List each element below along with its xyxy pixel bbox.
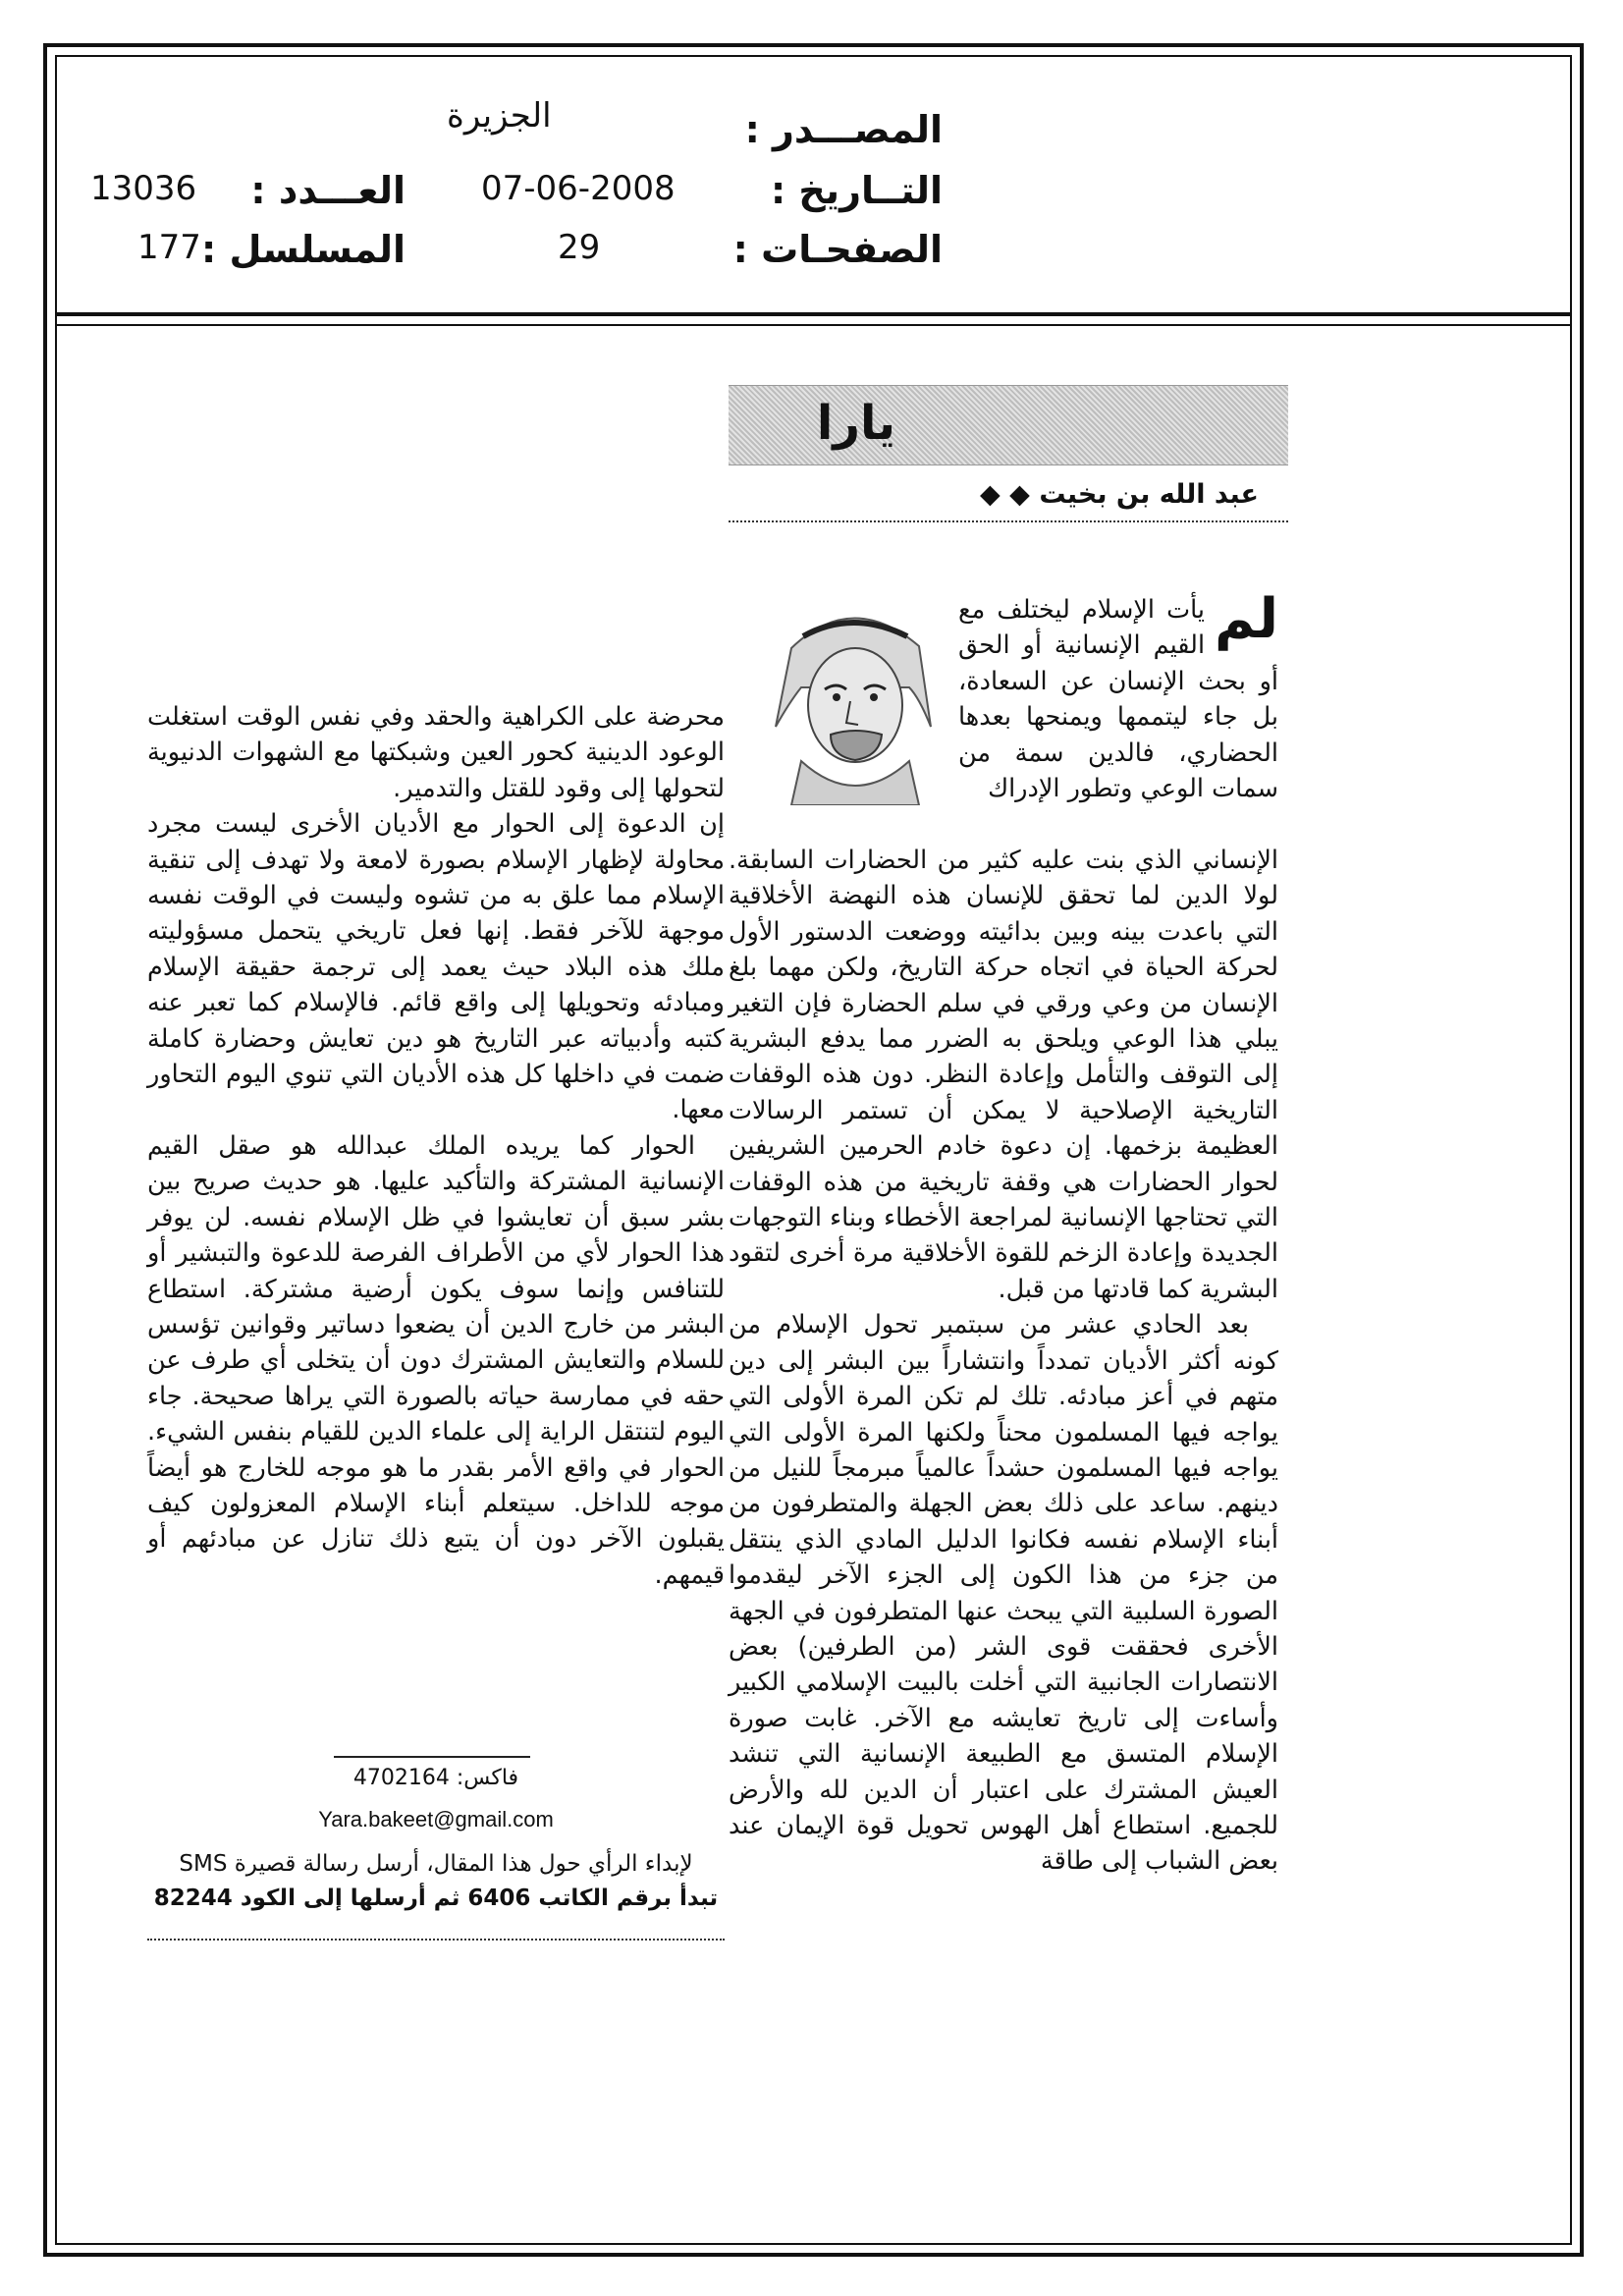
issue-value: 13036 bbox=[90, 169, 197, 208]
paragraph: محرضة على الكراهية والحقد وفي نفس الوقت استغلت الوعود الدينية كحور العين وشبكتها مع الشهوات الدنيوية لتحولها إلى وقود للقتل والتدمير. bbox=[147, 702, 725, 803]
header-divider bbox=[55, 312, 1572, 316]
source-value: الجزيرة bbox=[447, 96, 552, 136]
article-right-column bbox=[729, 843, 1278, 1880]
pages-value: 29 bbox=[558, 228, 601, 267]
email-address[interactable]: Yara.bakeet@gmail.com bbox=[318, 1807, 554, 1831]
author-byline: عبد الله بن بخيت ◆ ◆ bbox=[979, 479, 1259, 510]
paragraph: إن الدعوة إلى الحوار مع الأديان الأخرى ليست مجرد محاولة لإظهار الإسلام بصورة لامعة ولا تهدف إلى تنقية الإسلام مما علق به من تشوه وليست في الوقت نفسه موجهة للآخر فقط. إنها فعل تاريخي يتحمل مسؤوليته ملك هذه البلاد حيث يعمد إلى ترجمة حقيقة الإسلام ومبادئه وتحويلها إلى واقع قائم. فالإسلام كما تعبر عنه كتبه وأدبياته عبر التاريخ هو دين تعايش وحضارة كاملة ضمت في داخلها كل هذه الأديان التي تنوي اليوم التحاور معها. bbox=[147, 809, 725, 1125]
serial-label: المسلسل : bbox=[201, 228, 406, 271]
paragraph: الحوار كما يريده الملك عبدالله هو صقل القيم الإنسانية المشتركة والتأكيد عليها. هو حديث صريح بين بشر سبق أن تعايشوا في ظل الإسلام نفسه. لن يوفر هذا الحوار لأي من الأطراف الفرصة للدعوة والتبشير أو للتنافس وإنما سوف يكون أرضية مشتركة. استطاع البشر من خارج الدين أن يضعوا دساتير وقوانين تؤسس للسلام والتعايش المشترك دون أن يتخلى أي طرف عن حقه في ممارسة حياته بالصورة التي يراها صحيحة. جاء اليوم لتنتقل الراية إلى علماء الدين للقيام بنفس الشيء. الحوار في واقع الأمر بقدر ما هو موجه للخارج هو أيضاً موجه للداخل. سيتعلم أبناء الإسلام المعزولون كيف يقبلون الآخر دون أن يتبع ذلك تنازل عن مبادئهم أو قيمهم. bbox=[147, 1130, 725, 1590]
intro-text: يأت الإسلام ليختلف مع القيم الإنسانية أو الحق أو بحث الإنسان عن السعادة، بل جاء ليتممها ويمنحها بعدها الحضاري، فالدين سمة من سمات الوعي وتطور الإدراك bbox=[958, 595, 1278, 804]
sms-instructions: لإبداء الرأي حول هذا المقال، أرسل رسالة قصيرة SMS bbox=[179, 1851, 693, 1877]
author-portrait-icon bbox=[762, 579, 944, 805]
source-label: المصـــدر : bbox=[744, 108, 943, 151]
fax-number: فاكس: 4702164 bbox=[352, 1766, 519, 1790]
article-intro bbox=[958, 587, 1278, 806]
issue-label: العـــدد : bbox=[250, 169, 406, 212]
date-label: التــاريخ : bbox=[770, 169, 943, 212]
article-left-column bbox=[147, 699, 725, 1593]
byline-divider bbox=[729, 520, 1288, 522]
pages-label: الصفحـات : bbox=[732, 228, 943, 271]
column-bottom-rule bbox=[147, 1939, 725, 1941]
header-divider-thin bbox=[55, 324, 1572, 326]
contact-divider bbox=[334, 1756, 530, 1758]
sms-code: تبدأ برقم الكاتب 6406 ثم أرسلها إلى الكود 82244 bbox=[153, 1886, 719, 1911]
paragraph: بعد الحادي عشر من سبتمبر تحول الإسلام من كونه أكثر الأديان تمدداً وانتشاراً بين البشر إلى دين متهم في أعز مبادئه. تلك لم تكن المرة الأولى التي يواجه فيها المسلمون محناً ولكنها المرة الأولى التي يواجه فيها المسلمون حشداً عالمياً مبرمجاً للنيل من دينهم. ساعد على ذلك بعض الجهلة والمتطرفون من أبناء الإسلام نفسه فكانوا الدليل المادي الذي ينتقل من جزء من هذا الكون إلى الجزء الآخر ليقدموا الصورة السلبية التي يبحث عنها المتطرفون في الجهة الأخرى فحققت قوى الشر (من الطرفين) بعض الانتصارات الجانبية التي أخلت بالبيت الإسلامي الكبير وأساءت إلى تاريخ تعايشه مع الآخر. غابت صورة الإسلام المتسق مع الطبيعة الإنسانية التي تنشد العيش المشترك على اعتبار أن الدين لله والأرض للجميع. استطاع أهل الهوس تحويل قوة الإيمان عند بعض الشباب إلى طاقة bbox=[729, 1310, 1278, 1877]
paragraph: الإنساني الذي بنت عليه كثير من الحضارات السابقة. لولا الدين لما تحقق للإنسان هذه النهضة الأخلاقية التي باعدت بينه وبين بدائيته ووضعت الدستور الأول لحركة الحياة في اتجاه حركة التاريخ، ولكن مهما بلغ الإنسان من وعي ورقي في سلم الحضارة فإن التغير يبلي هذا الوعي ويلحق به الضرر مما يدفع البشرية إلى التوقف والتأمل وإعادة النظر. دون هذه الوقفات التاريخية الإصلاحية لا يمكن أن تستمر الرسالات العظيمة بزخمها. إن دعوة خادم الحرمين الشريفين لحوار الحضارات هي وقفة تاريخية من هذه الوقفات التي تحتاجها الإنسانية لمراجعة الأخطاء وبناء التوجهات الجديدة وإعادة الزخم للقوة الأخلاقية مرة أخرى لتقود البشرية كما قادتها من قبل. bbox=[729, 846, 1278, 1304]
date-value: 07-06-2008 bbox=[481, 169, 676, 208]
dropcap: لم bbox=[1215, 587, 1278, 651]
serial-value: 177 bbox=[137, 228, 201, 267]
column-title: يارا bbox=[816, 396, 896, 451]
byline-row bbox=[729, 475, 1288, 519]
column-masthead bbox=[729, 385, 1288, 465]
